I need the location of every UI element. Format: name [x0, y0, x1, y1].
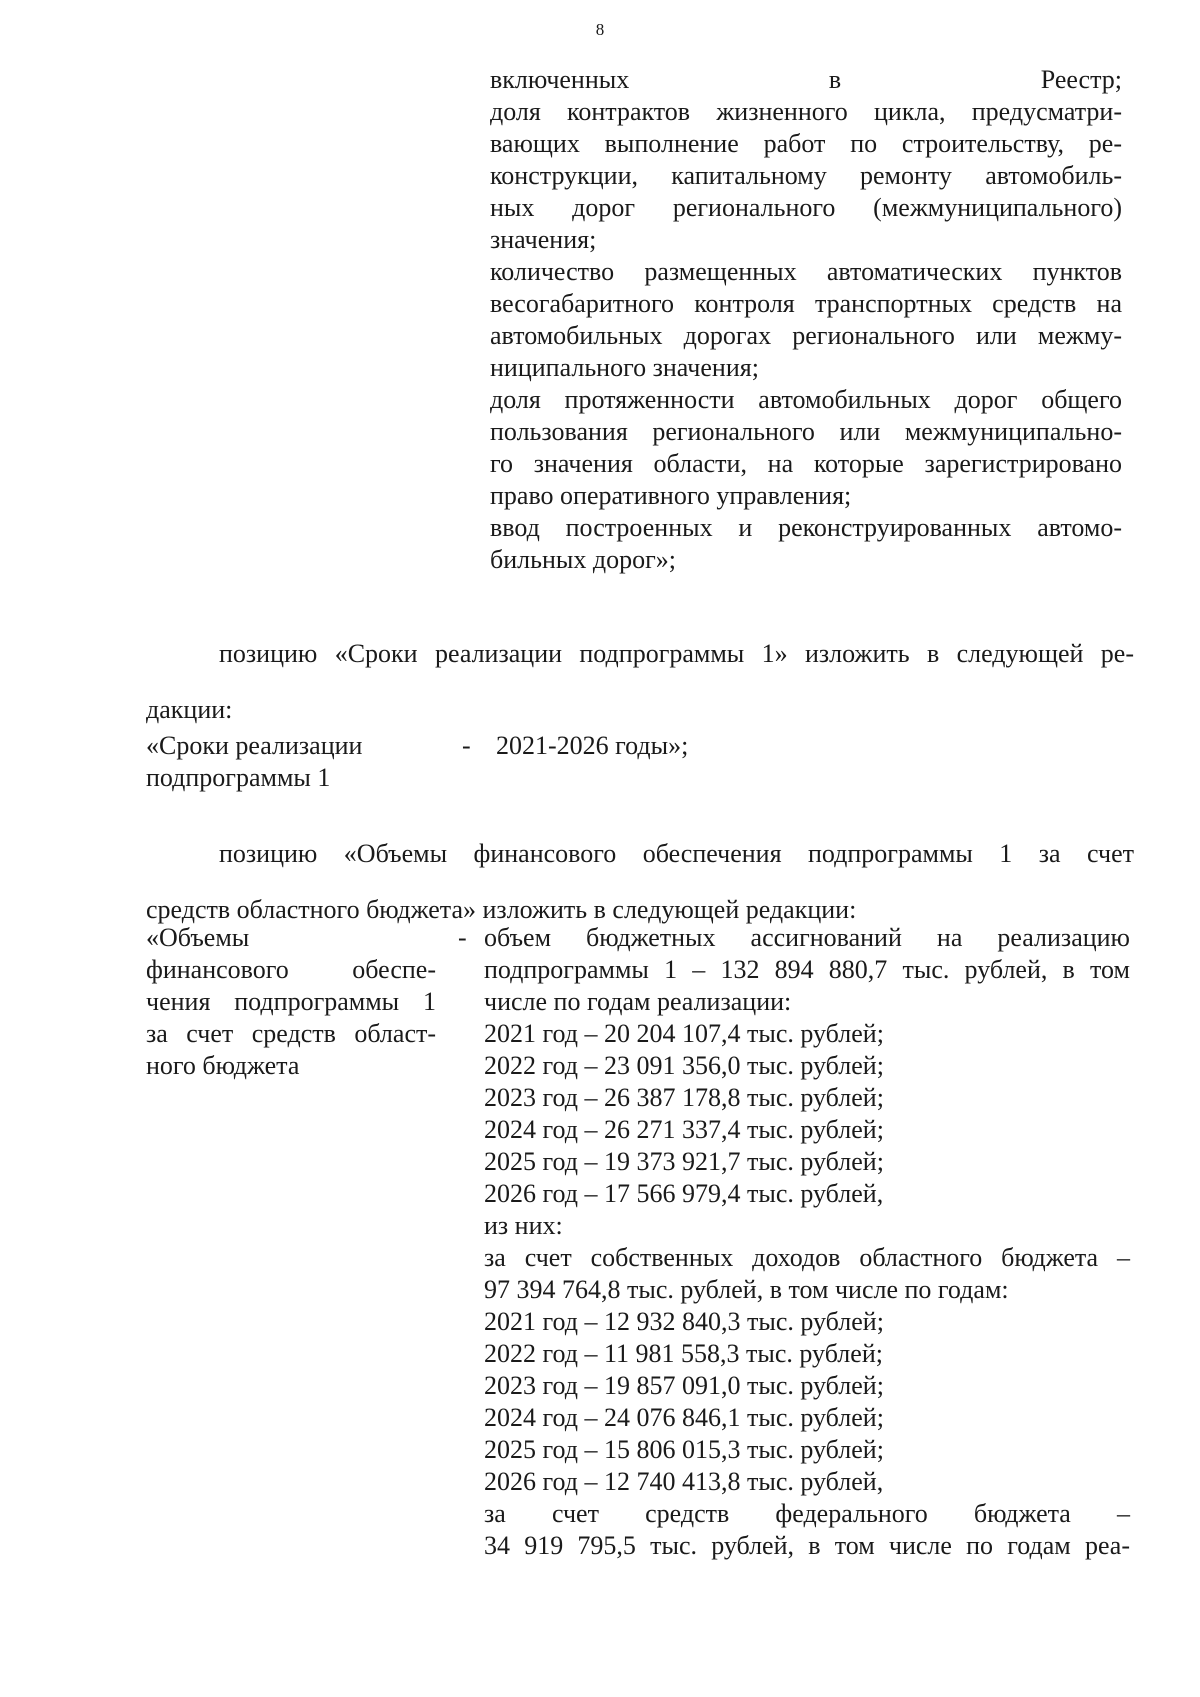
text-line: за счет средств федерального бюджета –: [484, 1499, 1130, 1528]
page-number: 8: [595, 20, 605, 39]
text-line: автомобильных дорогах регионального или межму-: [490, 321, 1122, 350]
text-line: пользования регионального или межмуниципально-: [490, 417, 1122, 446]
text-line: 97 394 764,8 тыс. рублей, в том числе по годам:: [484, 1275, 1009, 1304]
paragraph-terms-intro: [146, 626, 1134, 738]
finance-dash: -: [458, 923, 467, 952]
text-line: средств областного бюджета» изложить в следующей редакции:: [146, 895, 857, 924]
text-line: 2021 год – 12 932 840,3 тыс. рублей;: [484, 1307, 884, 1336]
finance-label: [146, 922, 436, 1082]
text-line: из них:: [484, 1211, 563, 1240]
text-line: весогабаритного контроля транспортных средств на: [490, 289, 1122, 318]
text-line: 2026 год – 17 566 979,4 тыс. рублей,: [484, 1179, 884, 1208]
text-line: ниципального значения;: [490, 353, 759, 382]
text-line: вающих выполнение работ по строительству, ре-: [490, 129, 1122, 158]
text-line: числе по годам реализации:: [484, 987, 792, 1016]
text-line: количество размещенных автоматических пунктов: [490, 257, 1122, 286]
text-line: конструкции, капитальному ремонту автомобиль-: [490, 161, 1122, 190]
text-line: включенных в Реестр;: [490, 65, 1122, 94]
text-line: подпрограммы 1: [146, 763, 331, 792]
text-line: чения подпрограммы 1: [146, 987, 436, 1016]
text-line: 2022 год – 11 981 558,3 тыс. рублей;: [484, 1339, 883, 1368]
text-line: 34 919 795,5 тыс. рублей, в том числе по годам реа-: [484, 1531, 1130, 1560]
text-line: доля протяженности автомобильных дорог общего: [490, 385, 1122, 414]
text-line: 2023 год – 19 857 091,0 тыс. рублей;: [484, 1371, 884, 1400]
text-line: 2026 год – 12 740 413,8 тыс. рублей,: [484, 1467, 884, 1496]
indicators-list-continuation: [490, 64, 1122, 576]
text-line: объем бюджетных ассигнований на реализацию: [484, 923, 1130, 952]
text-line: «Сроки реализации: [146, 731, 363, 760]
terms-dash: -: [462, 731, 471, 760]
text-line: 2024 год – 26 271 337,4 тыс. рублей;: [484, 1115, 884, 1144]
text-line: 2023 год – 26 387 178,8 тыс. рублей;: [484, 1083, 884, 1112]
text-line: 2022 год – 23 091 356,0 тыс. рублей;: [484, 1051, 884, 1080]
text-line: за счет собственных доходов областного бюджета –: [484, 1243, 1130, 1272]
text-line: подпрограммы 1 – 132 894 880,7 тыс. рублей, в том: [484, 955, 1130, 984]
text-line: го значения области, на которые зарегистрировано: [490, 449, 1122, 478]
text-line: бильных дорог»;: [490, 545, 676, 574]
text-line: ввод построенных и реконструированных автомо-: [490, 513, 1122, 542]
text-line: за счет средств област-: [146, 1019, 436, 1048]
text-line: 2021 год – 20 204 107,4 тыс. рублей;: [484, 1019, 884, 1048]
terms-label: [146, 730, 436, 794]
text-line: ных дорог регионального (межмуниципального): [490, 193, 1122, 222]
text-line: 2025 год – 15 806 015,3 тыс. рублей;: [484, 1435, 884, 1464]
text-line: право оперативного управления;: [490, 481, 852, 510]
text-line: «Объемы: [146, 923, 250, 952]
text-line: значения;: [490, 225, 597, 254]
text-line: позицию «Сроки реализации подпрограммы 1» изложить в следующей ре-: [219, 639, 1134, 668]
text-line: 2024 год – 24 076 846,1 тыс. рублей;: [484, 1403, 884, 1432]
finance-value: [484, 922, 1130, 1562]
text-line: дакции:: [146, 695, 233, 724]
text-line: 2025 год – 19 373 921,7 тыс. рублей;: [484, 1147, 884, 1176]
text-line: доля контрактов жизненного цикла, предусматри-: [490, 97, 1122, 126]
text-line: позицию «Объемы финансового обеспечения подпрограммы 1 за счет: [219, 839, 1134, 868]
text-line: ного бюджета: [146, 1051, 300, 1080]
text-line: финансового обеспе-: [146, 955, 436, 984]
terms-value: 2021-2026 годы»;: [496, 731, 689, 760]
